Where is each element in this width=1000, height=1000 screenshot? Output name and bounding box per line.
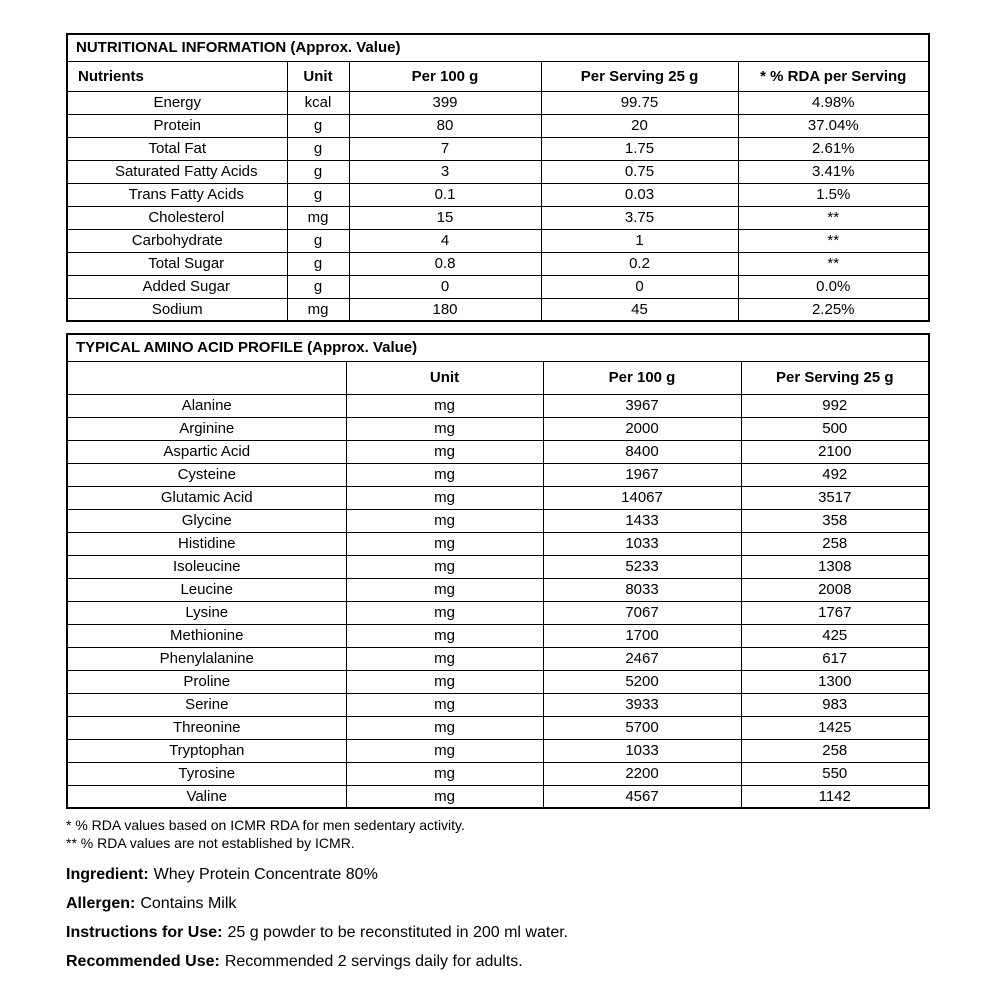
row-label: Carbohydrate bbox=[67, 229, 287, 252]
unit-cell: mg bbox=[346, 693, 543, 716]
unit-cell: mg bbox=[287, 206, 349, 229]
table-row bbox=[67, 785, 929, 808]
per-100g-cell: 399 bbox=[349, 91, 541, 114]
per-serving-cell: 1767 bbox=[741, 601, 929, 624]
unit-cell: g bbox=[287, 160, 349, 183]
per-100g-cell: 3967 bbox=[543, 394, 741, 417]
rda-cell: 2.25% bbox=[738, 298, 929, 321]
per-serving-cell: 2008 bbox=[741, 578, 929, 601]
allergen-label: Allergen: bbox=[66, 895, 136, 912]
table-row bbox=[67, 275, 929, 298]
per-serving-cell: 258 bbox=[741, 532, 929, 555]
rda-cell: ** bbox=[738, 206, 929, 229]
instructions-value: 25 g powder to be reconstituted in 200 ml water. bbox=[227, 924, 569, 941]
unit-cell: mg bbox=[346, 555, 543, 578]
per-100g-cell: 0.8 bbox=[349, 252, 541, 275]
table-row bbox=[67, 206, 929, 229]
rda-footnotes bbox=[66, 816, 930, 852]
table-row bbox=[67, 693, 929, 716]
unit-cell: mg bbox=[346, 509, 543, 532]
unit-cell: mg bbox=[287, 298, 349, 321]
allergen-value: Contains Milk bbox=[140, 895, 237, 912]
row-label: Cholesterol bbox=[67, 206, 287, 229]
unit-cell: g bbox=[287, 275, 349, 298]
per-serving-cell: 1300 bbox=[741, 670, 929, 693]
unit-cell: g bbox=[287, 252, 349, 275]
per-100g-cell: 4567 bbox=[543, 785, 741, 808]
table-row bbox=[67, 486, 929, 509]
table-row bbox=[67, 229, 929, 252]
nutritional-information-table bbox=[66, 33, 930, 322]
row-label: Tryptophan bbox=[67, 739, 346, 762]
row-label: Trans Fatty Acids bbox=[67, 183, 287, 206]
table-row bbox=[67, 509, 929, 532]
per-serving-cell: 20 bbox=[541, 114, 738, 137]
column-header bbox=[67, 361, 346, 394]
nutrition-table-body bbox=[67, 91, 929, 321]
instructions-label: Instructions for Use: bbox=[66, 924, 223, 941]
product-info-block bbox=[66, 865, 930, 971]
unit-cell: mg bbox=[346, 716, 543, 739]
row-label: Aspartic Acid bbox=[67, 440, 346, 463]
unit-cell: kcal bbox=[287, 91, 349, 114]
unit-cell: g bbox=[287, 183, 349, 206]
per-serving-cell: 492 bbox=[741, 463, 929, 486]
unit-cell: mg bbox=[346, 785, 543, 808]
per-serving-cell: 0.03 bbox=[541, 183, 738, 206]
per-serving-cell: 983 bbox=[741, 693, 929, 716]
row-label: Energy bbox=[67, 91, 287, 114]
amino-table-header-row bbox=[67, 361, 929, 394]
row-label: Phenylalanine bbox=[67, 647, 346, 670]
per-100g-cell: 180 bbox=[349, 298, 541, 321]
per-100g-cell: 0.1 bbox=[349, 183, 541, 206]
row-label: Alanine bbox=[67, 394, 346, 417]
unit-cell: mg bbox=[346, 739, 543, 762]
column-header: Unit bbox=[346, 361, 543, 394]
table-row bbox=[67, 532, 929, 555]
amino-table-body bbox=[67, 394, 929, 808]
per-100g-cell: 3 bbox=[349, 160, 541, 183]
per-100g-cell: 2000 bbox=[543, 417, 741, 440]
per-100g-cell: 1033 bbox=[543, 739, 741, 762]
per-100g-cell: 14067 bbox=[543, 486, 741, 509]
rda-cell: ** bbox=[738, 252, 929, 275]
row-label: Threonine bbox=[67, 716, 346, 739]
unit-cell: g bbox=[287, 137, 349, 160]
unit-cell: g bbox=[287, 229, 349, 252]
table-row bbox=[67, 601, 929, 624]
per-serving-cell: 0.2 bbox=[541, 252, 738, 275]
per-100g-cell: 3933 bbox=[543, 693, 741, 716]
rda-cell: 0.0% bbox=[738, 275, 929, 298]
per-serving-cell: 1142 bbox=[741, 785, 929, 808]
table-row bbox=[67, 762, 929, 785]
instructions-line bbox=[66, 923, 930, 942]
per-100g-cell: 7 bbox=[349, 137, 541, 160]
rda-cell: 37.04% bbox=[738, 114, 929, 137]
per-100g-cell: 5233 bbox=[543, 555, 741, 578]
row-label: Glycine bbox=[67, 509, 346, 532]
per-serving-cell: 2100 bbox=[741, 440, 929, 463]
column-header: Unit bbox=[287, 61, 349, 91]
per-serving-cell: 550 bbox=[741, 762, 929, 785]
row-label: Isoleucine bbox=[67, 555, 346, 578]
column-header: Per Serving 25 g bbox=[541, 61, 738, 91]
per-serving-cell: 358 bbox=[741, 509, 929, 532]
per-serving-cell: 258 bbox=[741, 739, 929, 762]
rda-cell: 4.98% bbox=[738, 91, 929, 114]
table-row bbox=[67, 647, 929, 670]
column-header: Per 100 g bbox=[543, 361, 741, 394]
table-row bbox=[67, 298, 929, 321]
per-100g-cell: 5700 bbox=[543, 716, 741, 739]
per-serving-cell: 1425 bbox=[741, 716, 929, 739]
recommended-use-label: Recommended Use: bbox=[66, 953, 220, 970]
table-row bbox=[67, 183, 929, 206]
table-row bbox=[67, 394, 929, 417]
per-100g-cell: 1433 bbox=[543, 509, 741, 532]
per-100g-cell: 15 bbox=[349, 206, 541, 229]
amino-acid-profile-table bbox=[66, 333, 930, 809]
nutrition-table-title-row bbox=[67, 34, 929, 61]
rda-cell: 2.61% bbox=[738, 137, 929, 160]
table-row bbox=[67, 91, 929, 114]
nutrition-label-page bbox=[66, 33, 930, 971]
per-serving-cell: 45 bbox=[541, 298, 738, 321]
row-label: Sodium bbox=[67, 298, 287, 321]
row-label: Histidine bbox=[67, 532, 346, 555]
per-serving-cell: 0 bbox=[541, 275, 738, 298]
per-100g-cell: 2467 bbox=[543, 647, 741, 670]
table-row bbox=[67, 716, 929, 739]
per-100g-cell: 8033 bbox=[543, 578, 741, 601]
unit-cell: mg bbox=[346, 417, 543, 440]
per-serving-cell: 425 bbox=[741, 624, 929, 647]
row-label: Cysteine bbox=[67, 463, 346, 486]
unit-cell: g bbox=[287, 114, 349, 137]
rda-cell: ** bbox=[738, 229, 929, 252]
per-serving-cell: 617 bbox=[741, 647, 929, 670]
table-row bbox=[67, 670, 929, 693]
unit-cell: mg bbox=[346, 601, 543, 624]
row-label: Glutamic Acid bbox=[67, 486, 346, 509]
ingredient-value: Whey Protein Concentrate 80% bbox=[153, 866, 378, 883]
row-label: Total Fat bbox=[67, 137, 287, 160]
per-serving-cell: 3.75 bbox=[541, 206, 738, 229]
rda-footnote-1: * % RDA values based on ICMR RDA for men sedentary activity. bbox=[66, 817, 465, 833]
table-row bbox=[67, 137, 929, 160]
ingredient-line bbox=[66, 865, 930, 884]
unit-cell: mg bbox=[346, 578, 543, 601]
unit-cell: mg bbox=[346, 762, 543, 785]
recommended-use-value: Recommended 2 servings daily for adults. bbox=[224, 953, 523, 970]
per-serving-cell: 1.75 bbox=[541, 137, 738, 160]
per-100g-cell: 4 bbox=[349, 229, 541, 252]
amino-table-title-row bbox=[67, 334, 929, 361]
per-serving-cell: 1308 bbox=[741, 555, 929, 578]
per-100g-cell: 1033 bbox=[543, 532, 741, 555]
row-label: Lysine bbox=[67, 601, 346, 624]
per-serving-cell: 99.75 bbox=[541, 91, 738, 114]
column-header: Per 100 g bbox=[349, 61, 541, 91]
row-label: Tyrosine bbox=[67, 762, 346, 785]
allergen-line bbox=[66, 894, 930, 913]
table-row bbox=[67, 160, 929, 183]
table-row bbox=[67, 252, 929, 275]
nutrition-table-title: NUTRITIONAL INFORMATION (Approx. Value) bbox=[67, 34, 929, 61]
amino-table-title: TYPICAL AMINO ACID PROFILE (Approx. Value) bbox=[67, 334, 929, 361]
table-row bbox=[67, 440, 929, 463]
row-label: Leucine bbox=[67, 578, 346, 601]
row-label: Added Sugar bbox=[67, 275, 287, 298]
column-header: Per Serving 25 g bbox=[741, 361, 929, 394]
per-serving-cell: 1 bbox=[541, 229, 738, 252]
row-label: Methionine bbox=[67, 624, 346, 647]
column-header: Nutrients bbox=[67, 61, 287, 91]
column-header: * % RDA per Serving bbox=[738, 61, 929, 91]
row-label: Valine bbox=[67, 785, 346, 808]
per-100g-cell: 80 bbox=[349, 114, 541, 137]
table-row bbox=[67, 417, 929, 440]
per-100g-cell: 8400 bbox=[543, 440, 741, 463]
unit-cell: mg bbox=[346, 440, 543, 463]
per-100g-cell: 1967 bbox=[543, 463, 741, 486]
unit-cell: mg bbox=[346, 624, 543, 647]
ingredient-label: Ingredient: bbox=[66, 866, 149, 883]
table-row bbox=[67, 739, 929, 762]
unit-cell: mg bbox=[346, 486, 543, 509]
per-serving-cell: 0.75 bbox=[541, 160, 738, 183]
nutrition-table-header-row bbox=[67, 61, 929, 91]
table-row bbox=[67, 114, 929, 137]
per-100g-cell: 5200 bbox=[543, 670, 741, 693]
row-label: Serine bbox=[67, 693, 346, 716]
table-row bbox=[67, 555, 929, 578]
table-row bbox=[67, 463, 929, 486]
unit-cell: mg bbox=[346, 463, 543, 486]
rda-footnote-2: ** % RDA values are not established by ICMR. bbox=[66, 835, 355, 851]
per-100g-cell: 7067 bbox=[543, 601, 741, 624]
per-100g-cell: 1700 bbox=[543, 624, 741, 647]
unit-cell: mg bbox=[346, 670, 543, 693]
per-serving-cell: 500 bbox=[741, 417, 929, 440]
rda-cell: 1.5% bbox=[738, 183, 929, 206]
row-label: Arginine bbox=[67, 417, 346, 440]
per-serving-cell: 992 bbox=[741, 394, 929, 417]
recommended-use-line bbox=[66, 952, 930, 971]
per-100g-cell: 2200 bbox=[543, 762, 741, 785]
per-serving-cell: 3517 bbox=[741, 486, 929, 509]
unit-cell: mg bbox=[346, 532, 543, 555]
unit-cell: mg bbox=[346, 647, 543, 670]
unit-cell: mg bbox=[346, 394, 543, 417]
rda-cell: 3.41% bbox=[738, 160, 929, 183]
row-label: Protein bbox=[67, 114, 287, 137]
row-label: Saturated Fatty Acids bbox=[67, 160, 287, 183]
table-row bbox=[67, 624, 929, 647]
row-label: Proline bbox=[67, 670, 346, 693]
table-row bbox=[67, 578, 929, 601]
per-100g-cell: 0 bbox=[349, 275, 541, 298]
row-label: Total Sugar bbox=[67, 252, 287, 275]
